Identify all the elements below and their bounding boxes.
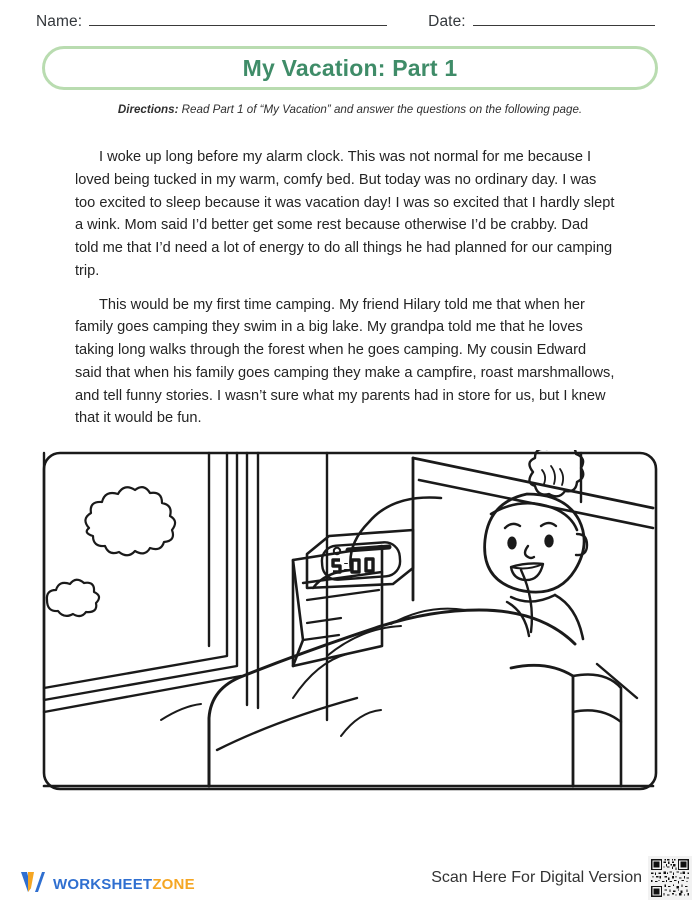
worksheet-zone-logo[interactable] [20, 871, 195, 898]
qr-code-icon[interactable] [648, 856, 692, 900]
logo-worksheet-text: WORKSHEET [53, 876, 153, 893]
cloud-lower-icon [47, 580, 99, 616]
passage-paragraph-2: This would be my first time camping. My friend Hilary told me that when her family goes camping they swim in a big lake. My grandpa told me that he loves taking long walks through the forest when he goes camping. My cousin Edward said that when his family goes camping they make a campfire, roast marshmallows, and tell funny stories. I wasn’t sure what my parents had in store for us, but I knew that it would be fun. [75, 296, 615, 427]
scan-label: Scan Here For Digital Version [431, 869, 642, 886]
cloud-upper-icon [85, 487, 175, 555]
title-banner [42, 46, 658, 90]
page-title: My Vacation: Part 1 [242, 54, 458, 81]
reading-passage [75, 146, 615, 441]
passage-paragraph-1: I woke up long before my alarm clock. This was not normal for me because I loved being tucked in my warm, comfy bed. But today was no ordinary day. I was too excited to sleep because it was vacation day! I was so excited that I hardly slept a wink. Mom said I’d better get some rest because otherwise I’d be crabby. Dad told me that I’d need a lot of energy to do all things he had planned for our camping trip. [75, 149, 615, 279]
page-footer [0, 850, 700, 906]
w-logo-mark-icon [20, 871, 46, 898]
name-date-row [36, 12, 670, 31]
logo-wordmark [53, 876, 195, 893]
name-label: Name: [36, 13, 83, 30]
date-label: Date: [428, 13, 466, 30]
directions-line [0, 103, 700, 116]
bedroom-illustration [41, 450, 659, 792]
date-input-rule[interactable] [473, 12, 655, 26]
blanket [44, 570, 653, 786]
logo-zone-text: ZONE [152, 876, 195, 893]
window-group [44, 453, 241, 712]
directions-text: Read Part 1 of “My Vacation” and answer the questions on the following page. [181, 103, 583, 116]
directions-label: Directions: [117, 103, 179, 116]
name-field[interactable] [36, 12, 387, 31]
scan-digital-version[interactable] [431, 856, 692, 900]
pillow [61, 450, 441, 588]
name-input-rule[interactable] [89, 12, 387, 26]
date-field[interactable] [428, 12, 655, 31]
